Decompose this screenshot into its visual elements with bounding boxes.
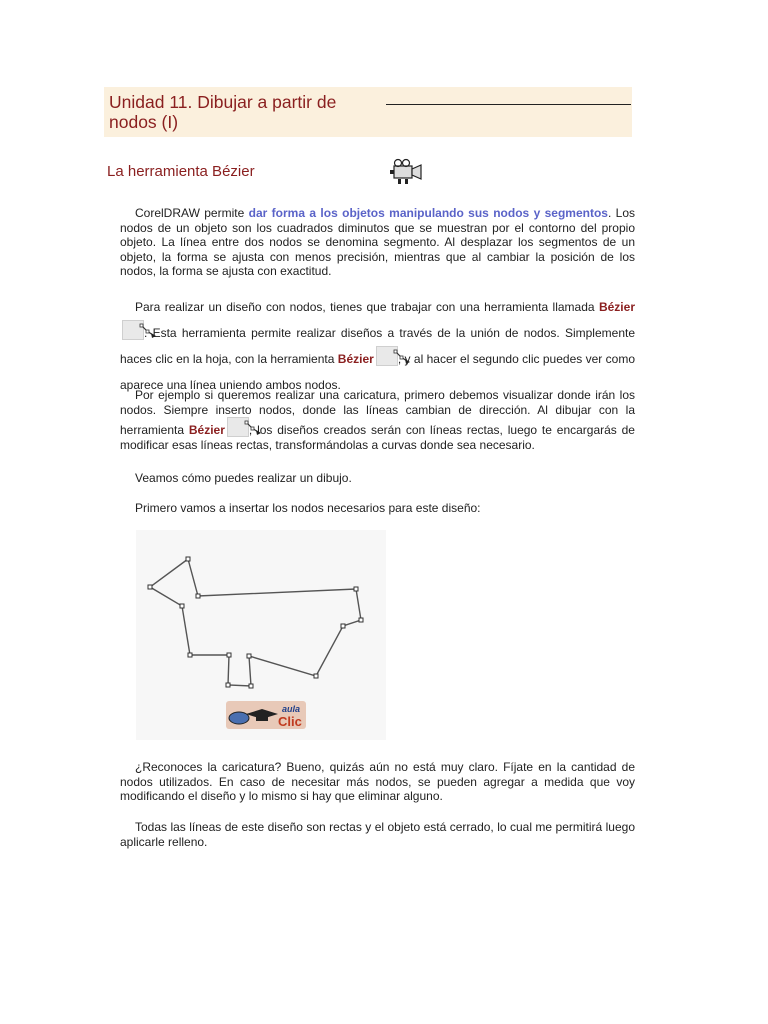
node [188, 653, 192, 657]
node [227, 653, 231, 657]
logo-text-aula: aula [282, 704, 301, 714]
aulaclic-logo [226, 701, 306, 729]
bezier-tool-icon[interactable] [122, 320, 144, 340]
p3-text-b: , los diseños creados serán con líneas rectas, luego te encargarás de modificar esas líneas rectas, transformándolas a curvas donde sea necesario. [120, 423, 635, 452]
node [226, 683, 230, 687]
paragraph-bezier [120, 294, 635, 398]
title-box [104, 87, 632, 137]
node [359, 618, 363, 622]
paragraph-todas: Todas las líneas de este diseño son rectas y el objeto está cerrado, lo cual me permitirá luego aplicarle relleno. [120, 820, 635, 849]
paragraph-veamos: Veamos cómo puedes realizar un dibujo. [135, 471, 352, 485]
paragraph-intro [120, 206, 635, 279]
p1-lead: CorelDRAW permite [135, 206, 249, 220]
node [314, 674, 318, 678]
bezier-tool-icon[interactable] [376, 346, 398, 366]
video-camera-icon[interactable] [388, 158, 424, 186]
logo-text-clic: Clic [278, 714, 302, 729]
paragraph-primero: Primero vamos a insertar los nodos necesarios para este diseño: [135, 501, 481, 515]
p2-text-c: , y al hacer el segundo clic puedes ver como aparece una línea uniendo ambos nodos. [120, 352, 636, 392]
node [247, 654, 251, 658]
section-heading: La herramienta Bézier [107, 163, 255, 180]
paragraph-reconoces: ¿Reconoces la caricatura? Bueno, quizás aún no está muy claro. Fíjate en la cantidad de nodos utilizados. En caso de necesitar más nodos, se pueden agregar a medida que voy modificando el diseño y lo mismo si hay que eliminar alguno. [120, 760, 635, 804]
bezier-label-3: Bézier [188, 423, 225, 438]
node [186, 557, 190, 561]
p1-highlight: dar forma a los objetos manipulando sus nodos y segmentos [248, 206, 608, 220]
node [180, 604, 184, 608]
paragraph-caricature [120, 388, 635, 452]
node [354, 587, 358, 591]
p1-rest: . Los nodos de un objeto son los cuadrados diminutos que se muestran por el contorno del propio objeto. La línea entre dos nodos se denomina segmento. Al desplazar los segmentos de un objeto, la forma se ajusta con menos precisión, mientras que al cambiar la posición de los nodos, la forma se ajusta con exactitud. [120, 206, 636, 279]
node [249, 684, 253, 688]
node [341, 624, 345, 628]
node [148, 585, 152, 589]
bezier-label-1: Bézier [598, 300, 635, 314]
page-title: Unidad 11. Dibujar a partir de nodos (I) [109, 92, 337, 132]
bezier-label-2: Bézier [337, 352, 374, 366]
node [196, 594, 200, 598]
p3-text-a: Por ejemplo si queremos realizar una caricatura, primero debemos visualizar donde irán los nodos. Siempre inserto nodos, donde las líneas cambian de dirección. Al dibujar con la herramienta [120, 388, 635, 438]
p2-text-b: . Esta herramienta permite realizar diseños a través de la unión de nodos. Simplemente haces clic en la hoja, con la herramienta [120, 326, 635, 366]
p2-text-a: Para realizar un diseño con nodos, tienes que trabajar con una herramienta llamada [135, 300, 599, 314]
title-divider [386, 104, 631, 105]
caricature-outline [150, 559, 361, 686]
bezier-tool-icon[interactable] [227, 417, 249, 437]
